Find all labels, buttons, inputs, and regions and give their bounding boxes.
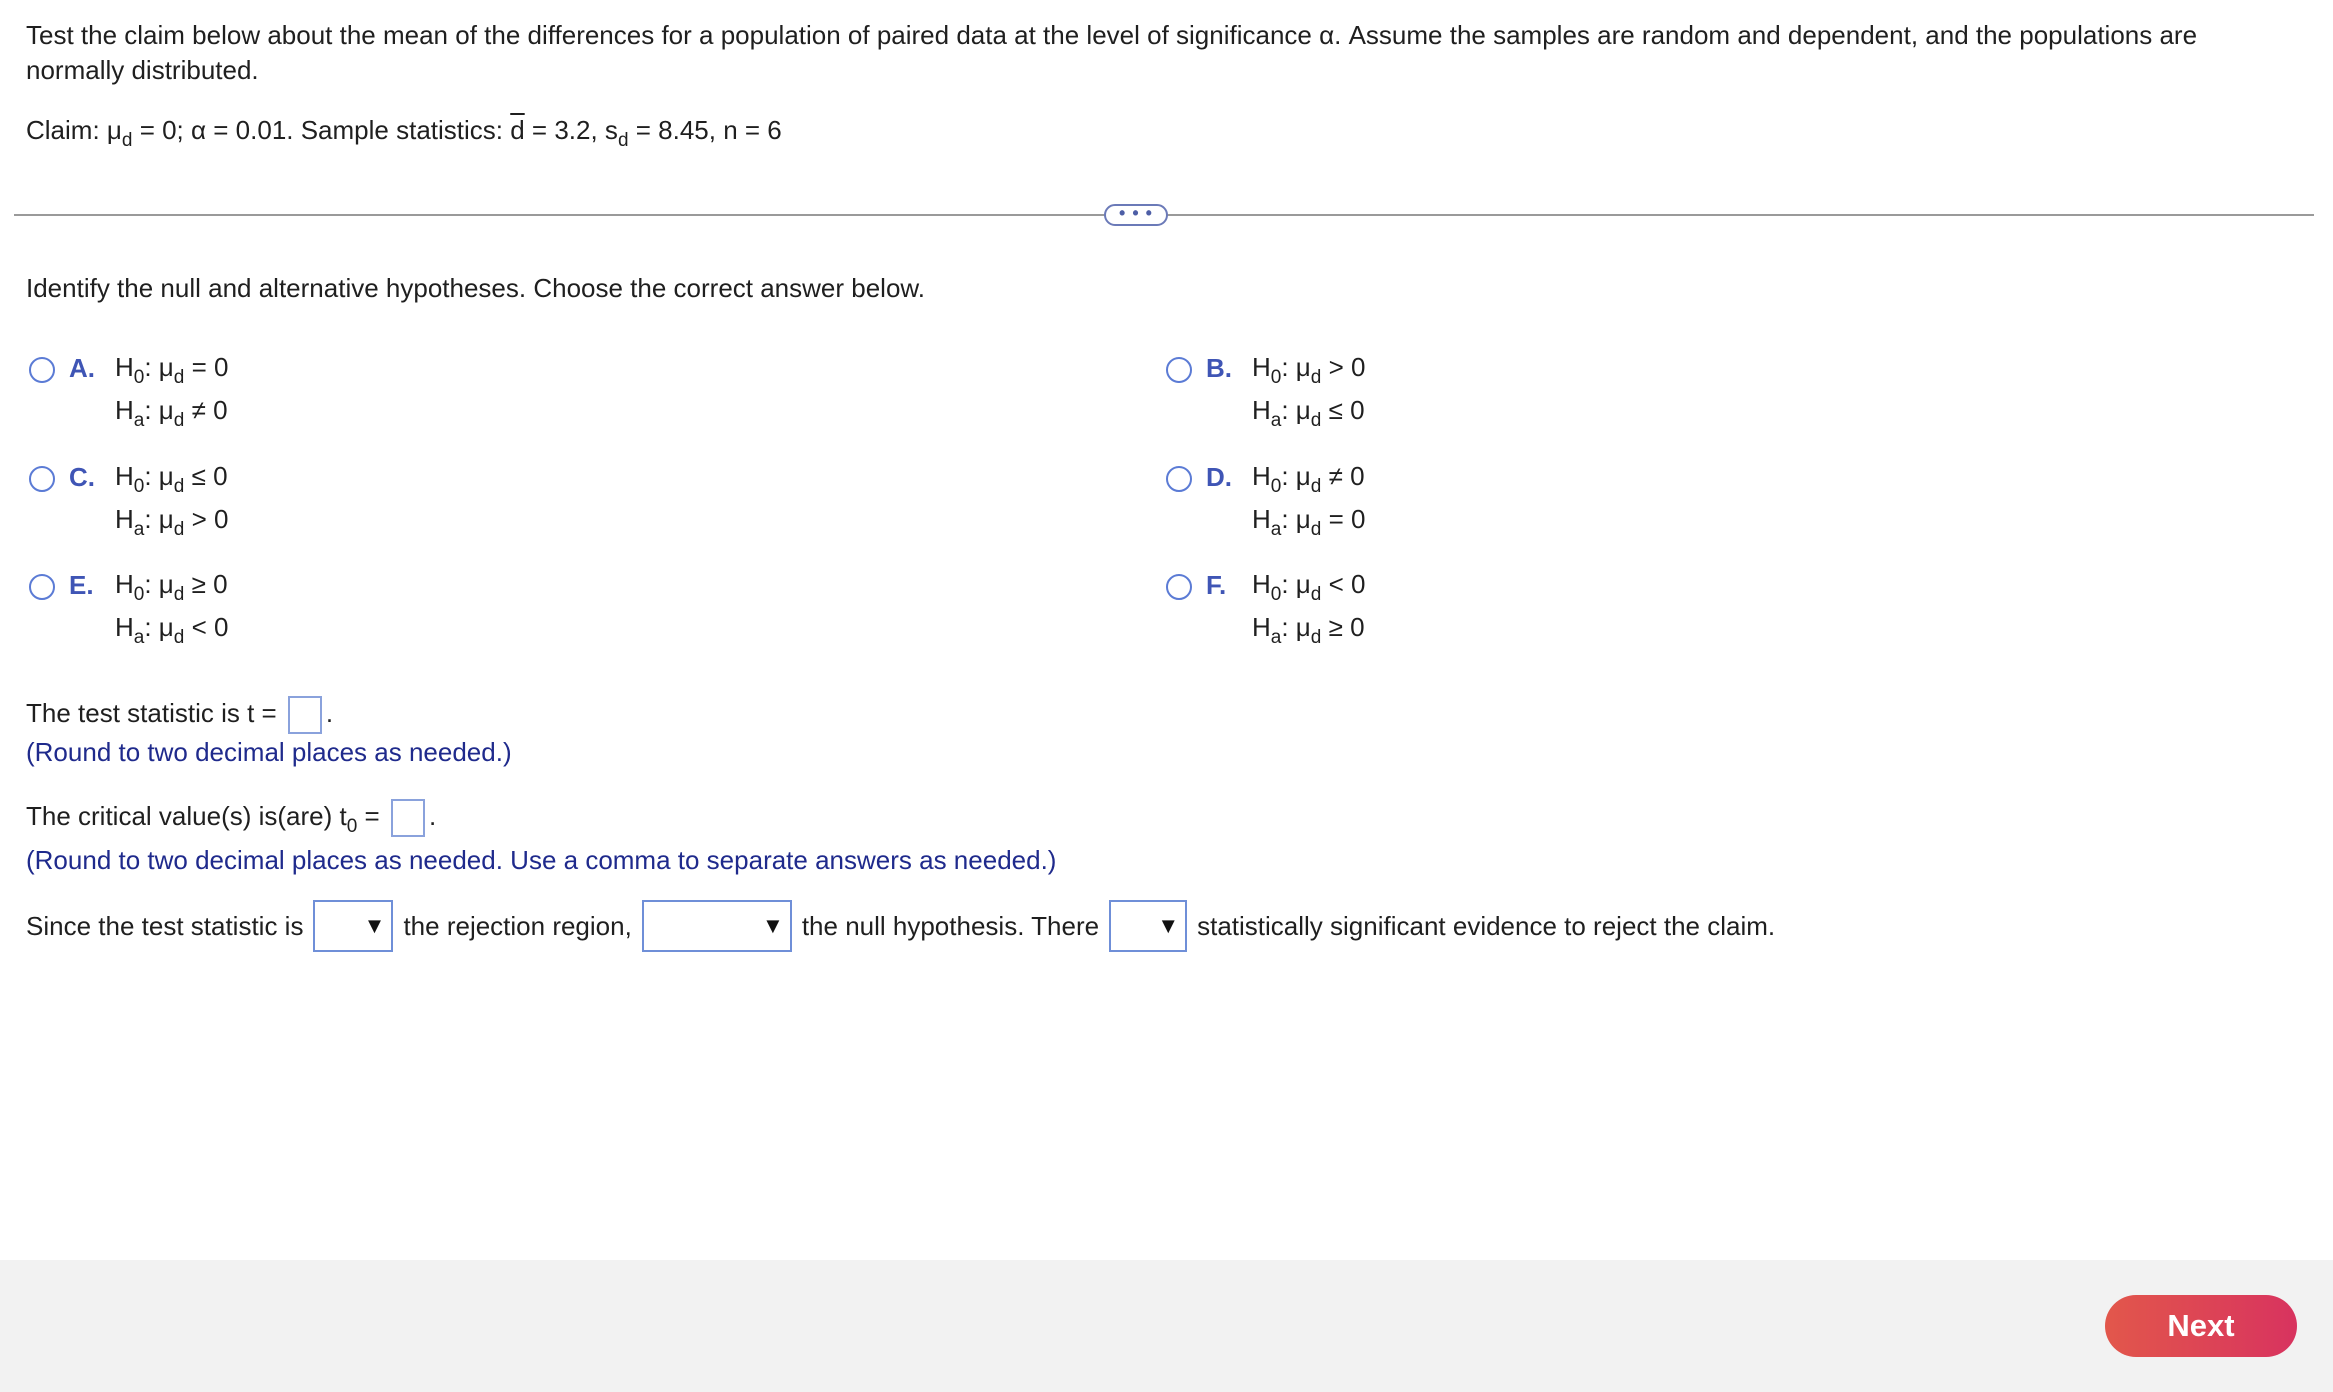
dropdown-arrow-icon: ▼ — [363, 913, 386, 938]
evidence-dropdown[interactable] — [1109, 900, 1187, 952]
claim-mu: μ — [106, 115, 122, 145]
test-statistic-input[interactable] — [288, 696, 322, 734]
claim-label: Claim: — [26, 115, 107, 145]
radio-a[interactable] — [29, 357, 55, 383]
claim-line — [26, 113, 782, 151]
hypotheses — [1252, 455, 1365, 541]
option-a[interactable] — [29, 346, 228, 432]
alt-hypothesis: $H_a$: $\mu_d \ge 0$ — [1252, 612, 1365, 648]
next-button[interactable]: Next — [2105, 1295, 2297, 1357]
dropdown-arrow-icon: ▼ — [1157, 913, 1180, 938]
null-hypothesis: $H_0$: $\mu_d = 0$ — [115, 352, 229, 388]
radio-e[interactable] — [29, 574, 55, 600]
option-letter: D. — [1206, 462, 1232, 492]
period: . — [428, 801, 437, 831]
critical-value-input[interactable] — [391, 799, 425, 837]
option-c[interactable] — [29, 455, 228, 541]
test-statistic-hint: (Round to two decimal places as needed.) — [26, 737, 512, 767]
more-button[interactable]: • • • — [1104, 204, 1168, 226]
null-hypothesis: $H_0$: $\mu_d \ne 0$ — [1252, 461, 1365, 497]
question-prompt: Identify the null and alternative hypotheses. Choose the correct answer below. — [26, 273, 925, 303]
alt-hypothesis: $H_a$: $\mu_d < 0$ — [115, 612, 229, 648]
option-d[interactable] — [1166, 455, 1365, 541]
problem-statement: Test the claim below about the mean of the differences for a population of paired data at the level of significance α. Assume the samples are random and dependent, and the populations are normally distributed. — [26, 20, 2198, 85]
radio-b[interactable] — [1166, 357, 1192, 383]
equals: = — [357, 801, 387, 831]
null-decision-dropdown[interactable] — [642, 900, 792, 952]
critical-value-sub: 0 — [346, 816, 358, 837]
option-e[interactable] — [29, 563, 228, 649]
period: . — [325, 698, 334, 728]
conclusion-text-4: statistically significant evidence to reject the claim. — [1197, 910, 1776, 941]
claim-dbar: $\overline{d}$ — [510, 115, 525, 145]
option-letter: E. — [69, 570, 94, 600]
hypotheses — [115, 563, 228, 649]
conclusion-text-1: Since the test statistic is — [26, 910, 304, 941]
claim-sd: = 3.2, s — [524, 115, 618, 145]
critical-value-hint: (Round to two decimal places as needed. Use a comma to separate answers as needed.) — [26, 845, 1057, 875]
alt-hypothesis: $H_a$: $\mu_d \ne 0$ — [115, 395, 228, 431]
alt-hypothesis: $H_a$: $\mu_d = 0$ — [1252, 504, 1366, 540]
conclusion-line — [26, 900, 1775, 952]
alt-hypothesis: $H_a$: $\mu_d \le 0$ — [1252, 395, 1365, 431]
test-statistic-line — [26, 693, 333, 734]
option-b[interactable] — [1166, 346, 1365, 432]
null-hypothesis: $H_0$: $\mu_d \le 0$ — [115, 461, 228, 497]
test-statistic-region-dropdown[interactable] — [313, 900, 393, 952]
null-hypothesis: $H_0$: $\mu_d > 0$ — [1252, 352, 1366, 388]
option-letter: B. — [1206, 353, 1232, 383]
critical-value-line — [26, 796, 436, 837]
hypotheses — [1252, 563, 1365, 649]
claim-mu-sub: d — [121, 130, 133, 151]
conclusion-text-3: the null hypothesis. There — [801, 910, 1100, 941]
null-hypothesis: $H_0$: $\mu_d \ge 0$ — [115, 569, 228, 605]
radio-f[interactable] — [1166, 574, 1192, 600]
test-statistic-label: The test statistic is t = — [26, 698, 284, 728]
claim-sd-sub: d — [617, 130, 629, 151]
claim-values: = 0; α = 0.01. Sample statistics: — [132, 115, 511, 145]
radio-c[interactable] — [29, 466, 55, 492]
option-f[interactable] — [1166, 563, 1365, 649]
null-hypothesis: $H_0$: $\mu_d < 0$ — [1252, 569, 1366, 605]
dropdown-arrow-icon: ▼ — [762, 913, 784, 938]
hypotheses — [115, 455, 228, 541]
hypotheses — [1252, 346, 1365, 432]
hypotheses — [115, 346, 228, 432]
critical-value-label: The critical value(s) is(are) t — [26, 801, 347, 831]
footer-bar — [0, 1260, 2333, 1392]
conclusion-text-2: the rejection region, — [403, 910, 632, 941]
option-letter: F. — [1206, 570, 1227, 600]
radio-d[interactable] — [1166, 466, 1192, 492]
option-letter: C. — [69, 462, 95, 492]
claim-n: = 8.45, n = 6 — [628, 115, 782, 145]
option-letter: A. — [69, 353, 95, 383]
alt-hypothesis: $H_a$: $\mu_d > 0$ — [115, 504, 229, 540]
